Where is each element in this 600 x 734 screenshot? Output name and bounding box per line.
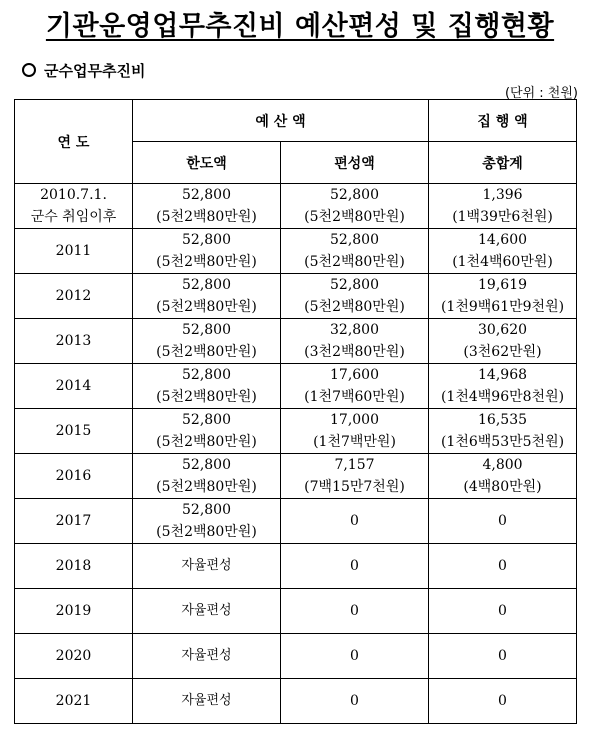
cell-allocated — [281, 229, 429, 274]
cell-limit-line-2: (5천2백80만원) — [156, 254, 257, 270]
table-row — [15, 589, 577, 634]
cell-allocated — [281, 274, 429, 319]
cell-year-line-1: 2014 — [55, 378, 92, 394]
cell-limit — [133, 274, 281, 319]
page-title — [0, 4, 600, 43]
cell-allocated-line-1: 52,800 — [330, 187, 379, 203]
cell-year — [15, 409, 133, 454]
table-row — [15, 364, 577, 409]
cell-limit-line-1: 52,800 — [182, 457, 231, 473]
cell-total-line-1: 14,600 — [478, 232, 528, 248]
cell-limit — [133, 589, 281, 634]
header-budget: 예 산 액 — [133, 100, 429, 142]
cell-allocated-line-1: 7,157 — [334, 457, 375, 473]
cell-total-line-2: (1백39만6천원) — [452, 209, 553, 225]
cell-allocated-line-1: 0 — [350, 693, 359, 709]
cell-limit-line-2: (5천2백80만원) — [156, 479, 257, 495]
cell-limit-line-1: 52,800 — [182, 322, 231, 338]
section-heading — [22, 60, 145, 81]
cell-year — [15, 229, 133, 274]
cell-limit-line-2: (5천2백80만원) — [156, 389, 257, 405]
cell-limit-line-1: 자율편성 — [181, 603, 232, 618]
cell-limit — [133, 229, 281, 274]
header-execution: 집 행 액 — [429, 100, 577, 142]
cell-total — [429, 319, 577, 364]
header-total: 총합계 — [429, 142, 577, 184]
cell-year-line-1: 2012 — [55, 288, 92, 304]
cell-total-line-2: (4백80만원) — [463, 479, 542, 495]
cell-year-line-1: 2016 — [55, 468, 92, 484]
cell-total-line-1: 14,968 — [478, 367, 528, 383]
cell-limit — [133, 499, 281, 544]
cell-limit-line-1: 자율편성 — [181, 648, 232, 663]
cell-limit-line-1: 52,800 — [182, 187, 231, 203]
table-row — [15, 409, 577, 454]
cell-limit-line-2: (5천2백80만원) — [156, 299, 257, 315]
cell-limit-line-1: 52,800 — [182, 232, 231, 248]
cell-year-line-1: 2020 — [55, 648, 92, 664]
cell-allocated-line-2: (3천2백80만원) — [304, 344, 405, 360]
table-row — [15, 184, 577, 229]
cell-limit-line-1: 52,800 — [182, 412, 231, 428]
cell-limit-line-2: (5천2백80만원) — [156, 434, 257, 450]
cell-year-line-1: 2017 — [55, 513, 92, 529]
cell-allocated-line-2: (1천7백만원) — [313, 434, 396, 450]
cell-total-line-1: 16,535 — [478, 412, 528, 428]
cell-total — [429, 409, 577, 454]
cell-total — [429, 274, 577, 319]
cell-year — [15, 364, 133, 409]
cell-allocated — [281, 634, 429, 679]
cell-total-line-2: (1천4백96만8천원) — [440, 389, 565, 405]
cell-allocated-line-2: (7백15만7천원) — [304, 479, 405, 495]
cell-total-line-1: 0 — [498, 693, 507, 709]
cell-limit-line-1: 52,800 — [182, 367, 231, 383]
cell-total-line-1: 19,619 — [478, 277, 528, 293]
cell-total-line-1: 30,620 — [478, 322, 528, 338]
cell-total — [429, 229, 577, 274]
cell-limit-line-2: (5천2백80만원) — [156, 344, 257, 360]
cell-limit — [133, 454, 281, 499]
cell-limit-line-1: 자율편성 — [181, 558, 232, 573]
cell-year — [15, 184, 133, 229]
cell-allocated — [281, 589, 429, 634]
cell-year — [15, 544, 133, 589]
header-allocated: 편성액 — [281, 142, 429, 184]
cell-total — [429, 499, 577, 544]
cell-allocated-line-2: (5천2백80만원) — [304, 299, 405, 315]
cell-year — [15, 679, 133, 724]
table-row — [15, 679, 577, 724]
cell-limit — [133, 544, 281, 589]
cell-total — [429, 634, 577, 679]
cell-year — [15, 499, 133, 544]
cell-limit — [133, 409, 281, 454]
table-row — [15, 499, 577, 544]
cell-year — [15, 634, 133, 679]
cell-year-line-1: 2021 — [55, 693, 92, 709]
cell-allocated-line-2: (1천7백60만원) — [304, 389, 405, 405]
cell-total — [429, 454, 577, 499]
cell-allocated-line-1: 17,000 — [330, 412, 379, 428]
cell-year-line-1: 2015 — [55, 423, 92, 439]
cell-limit — [133, 679, 281, 724]
table-row — [15, 544, 577, 589]
cell-year-line-1: 2013 — [55, 333, 92, 349]
cell-total-line-1: 0 — [498, 558, 507, 574]
cell-year-line-1: 2010.7.1. — [40, 187, 107, 203]
table-row — [15, 319, 577, 364]
cell-allocated-line-1: 52,800 — [330, 277, 379, 293]
table-row — [15, 454, 577, 499]
cell-allocated — [281, 679, 429, 724]
cell-year — [15, 589, 133, 634]
cell-limit — [133, 319, 281, 364]
page-title-text: 기관운영업무추진비 예산편성 및 집행현황 — [45, 11, 555, 42]
cell-limit-line-1: 52,800 — [182, 277, 231, 293]
cell-year — [15, 454, 133, 499]
cell-total-line-2: (1천9백61만9천원) — [440, 299, 565, 315]
cell-limit — [133, 184, 281, 229]
cell-total — [429, 364, 577, 409]
table-row — [15, 229, 577, 274]
cell-year-line-1: 2018 — [55, 558, 92, 574]
cell-total — [429, 184, 577, 229]
cell-year — [15, 274, 133, 319]
cell-limit-line-2: (5천2백80만원) — [156, 524, 257, 540]
cell-total — [429, 589, 577, 634]
cell-allocated — [281, 364, 429, 409]
cell-allocated-line-1: 0 — [350, 603, 359, 619]
header-limit: 한도액 — [133, 142, 281, 184]
cell-allocated-line-1: 32,800 — [330, 322, 379, 338]
cell-allocated-line-1: 0 — [350, 558, 359, 574]
cell-limit-line-1: 52,800 — [182, 502, 231, 518]
cell-total — [429, 679, 577, 724]
cell-allocated — [281, 454, 429, 499]
table-row — [15, 274, 577, 319]
cell-allocated — [281, 184, 429, 229]
cell-allocated — [281, 544, 429, 589]
table-row — [15, 634, 577, 679]
cell-total-line-1: 0 — [498, 603, 507, 619]
cell-limit — [133, 364, 281, 409]
cell-allocated-line-1: 17,600 — [330, 367, 379, 383]
cell-allocated — [281, 319, 429, 364]
cell-limit-line-1: 자율편성 — [181, 693, 232, 708]
cell-limit-line-2: (5천2백80만원) — [156, 209, 257, 225]
header-year: 연 도 — [15, 100, 133, 184]
cell-total-line-2: (1천6백53만5천원) — [440, 434, 565, 450]
cell-total-line-2: (3천62만원) — [463, 344, 542, 360]
cell-year — [15, 319, 133, 364]
cell-allocated-line-1: 52,800 — [330, 232, 379, 248]
cell-total-line-1: 0 — [498, 648, 507, 664]
section-heading-text: 군수업무추진비 — [44, 62, 146, 80]
cell-limit — [133, 634, 281, 679]
cell-year-line-1: 2011 — [55, 243, 92, 259]
budget-table — [14, 99, 577, 724]
cell-total-line-1: 0 — [498, 513, 507, 529]
cell-total-line-1: 1,396 — [482, 187, 523, 203]
circle-bullet-icon — [22, 63, 36, 77]
cell-allocated-line-1: 0 — [350, 648, 359, 664]
cell-allocated-line-2: (5천2백80만원) — [304, 254, 405, 270]
header-row-1 — [15, 100, 577, 142]
cell-year-line-2: 군수 취임이후 — [30, 209, 117, 225]
cell-total-line-2: (1천4백60만원) — [452, 254, 553, 270]
cell-allocated-line-2: (5천2백80만원) — [304, 209, 405, 225]
cell-total-line-1: 4,800 — [482, 457, 523, 473]
cell-year-line-1: 2019 — [55, 603, 92, 619]
cell-allocated-line-1: 0 — [350, 513, 359, 529]
cell-allocated — [281, 499, 429, 544]
cell-allocated — [281, 409, 429, 454]
unit-note: (단위 : 천원) — [504, 86, 578, 101]
cell-total — [429, 544, 577, 589]
